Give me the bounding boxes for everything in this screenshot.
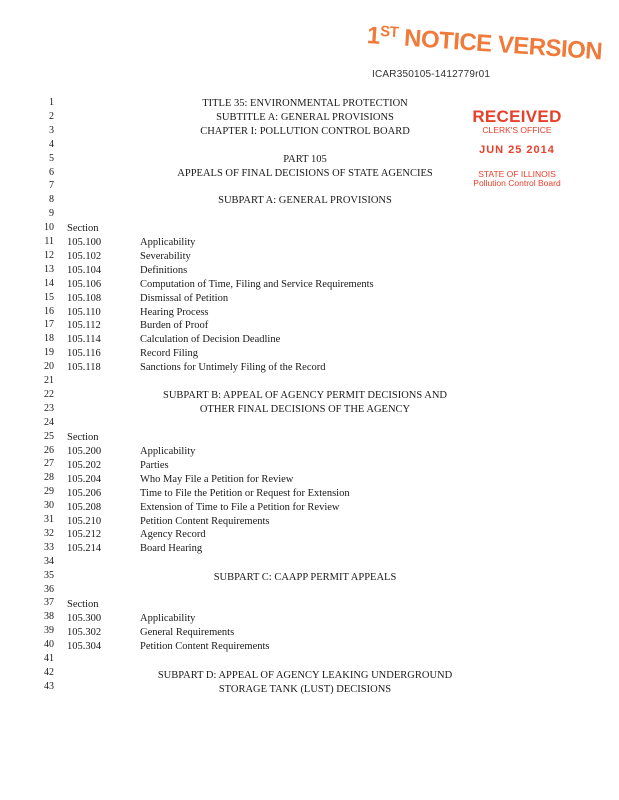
section-title: Computation of Time, Filing and Service Requirements (140, 278, 374, 290)
line-number: 41 (44, 653, 54, 664)
section-number: 105.104 (67, 264, 102, 276)
line-number: 25 (44, 430, 54, 442)
first-notice-version-stamp: 1ST NOTICE VERSION (366, 22, 603, 66)
line-number: 31 (44, 514, 54, 525)
line-number: 29 (44, 486, 54, 498)
clerks-office: CLERK'S OFFICE (482, 125, 552, 135)
section-number: 105.202 (67, 459, 102, 471)
section-title: Petition Content Requirements (140, 515, 270, 527)
received-title: RECEIVED (472, 107, 562, 126)
line-number: 21 (44, 375, 54, 386)
section-title: Applicability (140, 446, 196, 457)
line-number: 26 (44, 444, 54, 456)
section-title: Calculation of Decision Deadline (140, 334, 281, 346)
section-title: Applicability (140, 237, 196, 248)
line-number: 27 (44, 458, 54, 470)
received-date: JUN 25 2014 (479, 144, 555, 156)
section-number: 105.208 (67, 501, 102, 513)
section-title: Definitions (140, 264, 188, 276)
section-number: 105.114 (67, 334, 101, 346)
line-number: 18 (44, 333, 54, 345)
line-number: 13 (44, 263, 54, 275)
line-number: 23 (44, 402, 54, 414)
section-title: Petition Content Requirements (140, 640, 270, 652)
line-number: 43 (44, 680, 54, 692)
subpart-b-heading: SUBPART B: APPEAL OF AGENCY PERMIT DECISIONS AND (162, 390, 447, 401)
section-number: 105.106 (67, 278, 102, 290)
line-number: 28 (44, 472, 54, 484)
line-number: 5 (49, 152, 54, 164)
section-title: Who May File a Petition for Review (140, 473, 294, 485)
line-number: 7 (49, 180, 54, 192)
section-number: 105.210 (67, 515, 102, 527)
line-number: 42 (44, 666, 54, 678)
section-number: 105.304 (67, 640, 102, 652)
subpart-b-heading-2: OTHER FINAL DECISIONS OF THE AGENCY (199, 404, 411, 415)
line-number: 4 (49, 138, 54, 150)
section-number: 105.200 (67, 446, 102, 457)
title-heading: TITLE 35: ENVIRONMENTAL PROTECTION (202, 98, 408, 109)
section-title: Parties (140, 459, 169, 471)
subpart-c-heading: SUBPART C: CAAPP PERMIT APPEALS (213, 572, 397, 583)
line-number: 14 (44, 277, 54, 289)
part-title: APPEALS OF FINAL DECISIONS OF STATE AGENCIES (177, 168, 433, 179)
section-number: 105.300 (67, 613, 102, 624)
part-heading: PART 105 (283, 154, 327, 165)
section-label: Section (67, 432, 99, 443)
line-number: 22 (44, 388, 54, 400)
line-number: 12 (44, 249, 54, 261)
section-title: Sanctions for Untimely Filing of the Record (140, 362, 326, 374)
line-number: 33 (44, 541, 54, 553)
section-number: 105.116 (67, 348, 101, 360)
section-title: Extension of Time to File a Petition for Review (140, 501, 340, 513)
line-number: 39 (44, 625, 54, 637)
section-number: 105.214 (67, 543, 102, 555)
line-number: 36 (44, 583, 54, 595)
line-number: 8 (49, 194, 54, 206)
chapter-heading: CHAPTER I: POLLUTION CONTROL BOARD (200, 126, 410, 137)
line-number: 11 (44, 236, 54, 247)
section-title: General Requirements (140, 626, 235, 638)
section-label: Section (67, 599, 99, 610)
line-number: 6 (49, 166, 54, 178)
line-number: 24 (44, 416, 54, 428)
line-number: 1 (49, 97, 54, 108)
line-number: 32 (44, 527, 54, 539)
section-number: 105.102 (67, 250, 102, 262)
received-state: STATE OF ILLINOIS Pollution Control Board (473, 169, 561, 188)
section-title: Applicability (140, 613, 196, 624)
section-number: 105.302 (67, 626, 102, 638)
subpart-d-heading-2: STORAGE TANK (LUST) DECISIONS (218, 684, 392, 695)
line-number: 38 (44, 611, 54, 623)
section-number: 105.206 (67, 487, 102, 499)
line-number: 16 (44, 305, 54, 317)
section-label: Section (67, 223, 99, 234)
line-number: 10 (44, 222, 54, 234)
line-number: 17 (44, 319, 54, 331)
section-number: 105.112 (67, 320, 101, 332)
section-title: Agency Record (140, 529, 206, 541)
section-number: 105.118 (67, 362, 101, 374)
line-number: 37 (44, 597, 54, 609)
section-title: Record Filing (140, 348, 199, 360)
section-number: 105.100 (67, 237, 102, 248)
section-title: Board Hearing (140, 543, 203, 555)
section-title: Time to File the Petition or Request for Extension (140, 487, 350, 499)
line-number: 20 (44, 361, 54, 373)
line-number: 15 (44, 291, 54, 303)
line-number: 34 (44, 555, 54, 567)
line-number: 19 (44, 347, 54, 359)
subpart-d-heading: SUBPART D: APPEAL OF AGENCY LEAKING UNDERGROUND (157, 670, 453, 681)
section-title: Dismissal of Petition (140, 292, 229, 304)
line-number: 2 (49, 110, 54, 122)
line-number: 3 (49, 124, 54, 136)
section-number: 105.204 (67, 473, 102, 485)
section-number: 105.212 (67, 529, 102, 541)
line-number: 9 (49, 208, 54, 220)
section-title: Burden of Proof (140, 320, 209, 332)
subtitle-heading: SUBTITLE A: GENERAL PROVISIONS (216, 112, 394, 123)
line-number: 35 (44, 569, 54, 581)
document-code: ICAR350105-1412779r01 (372, 69, 491, 80)
section-number: 105.110 (67, 306, 101, 318)
section-title: Severability (140, 250, 191, 262)
subpart-a-heading: SUBPART A: GENERAL PROVISIONS (218, 195, 392, 206)
section-title: Hearing Process (140, 306, 209, 318)
line-number: 30 (44, 500, 54, 512)
section-number: 105.108 (67, 292, 102, 304)
line-number: 40 (44, 639, 54, 651)
